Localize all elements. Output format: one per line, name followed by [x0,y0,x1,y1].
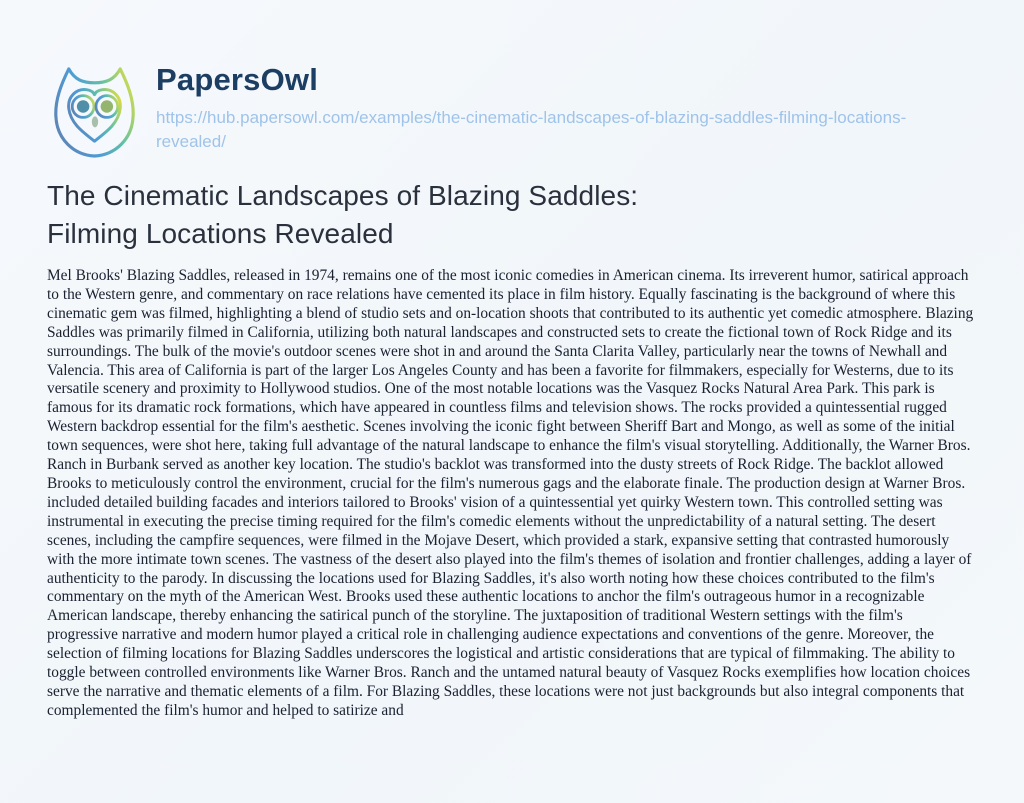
brand-block [156,57,924,154]
page-title-line2: Filming Locations Revealed [47,218,394,249]
page-url-link[interactable]: https://hub.papersowl.com/examples/the-cinematic-landscapes-of-blazing-saddles-filming-locations-revealed/ [156,108,907,152]
page-title-line1: The Cinematic Landscapes of Blazing Saddles: [47,180,639,211]
papersowl-owl-logo-icon [47,57,142,160]
article-body-text: Mel Brooks' Blazing Saddles, released in 1974, remains one of the most iconic comedies in American cinema. Its irreverent humor, satirical approach to the Western genre, and commentary on race relations have cemented its place in film history. Equally fascinating is the background of where this cinematic gem was filmed, highlighting a blend of studio sets and on-location shoots that contributed to its authentic yet comedic atmosphere. Blazing Saddles was primarily filmed in California, utilizing both natural landscapes and constructed sets to create the fictional town of Rock Ridge and its surroundings. The bulk of the movie's outdoor scenes were shot in and around the Santa Clarita Valley, particularly near the towns of Newhall and Valencia. This area of California is part of the larger Los Angeles County and has been a favorite for filmmakers, especially for Westerns, due to its versatile scenery and proximity to Hollywood studios. One of the most notable locations was the Vasquez Rocks Natural Area Park. This park is famous for its dramatic rock formations, which have appeared in countless films and television shows. The rocks provided a quintessential rugged Western backdrop essential for the film's aesthetic. Scenes involving the iconic fight between Sheriff Bart and Mongo, as well as some of the initial town sequences, were shot here, taking full advantage of the natural landscape to enhance the film's visual storytelling. Additionally, the Warner Bros. Ranch in Burbank served as another key location. The studio's backlot was transformed into the dusty streets of Rock Ridge. The backlot allowed Brooks to meticulously control the environment, crucial for the film's numerous gags and the elaborate finale. The production design at Warner Bros. included detailed building facades and interiors tailored to Brooks' vision of a quintessential yet quirky Western town. This controlled setting was instrumental in executing the precise timing required for the film's comedic elements without the unpredictability of a natural setting. The desert scenes, including the campfire sequences, were filmed in the Mojave Desert, which provided a stark, expansive setting that contrasted humorously with the more intimate town scenes. The vastness of the desert also played into the film's themes of isolation and frontier challenges, adding a layer of authenticity to the parody. In discussing the locations used for Blazing Saddles, it's also worth noting how these choices contributed to the film's commentary on the myth of the American West. Brooks used these authentic locations to anchor the film's outrageous humor in a recognizable American landscape, thereby enhancing the satirical punch of the storyline. The juxtaposition of traditional Western settings with the film's progressive narrative and modern humor played a critical role in challenging audience expectations and conventions of the genre. Moreover, the selection of filming locations for Blazing Saddles underscores the logistical and artistic considerations that are typical of filmmaking. The ability to toggle between controlled environments like Warner Bros. Ranch and the untamed natural beauty of Vasquez Rocks exemplifies how location choices serve the narrative and thematic elements of a film. For Blazing Saddles, these locations were not just backgrounds but also integral components that complemented the film's humor and helped to satirize and [47,267,974,719]
site-header [47,57,977,160]
page-title [47,177,977,253]
brand-name: PapersOwl [156,62,319,97]
